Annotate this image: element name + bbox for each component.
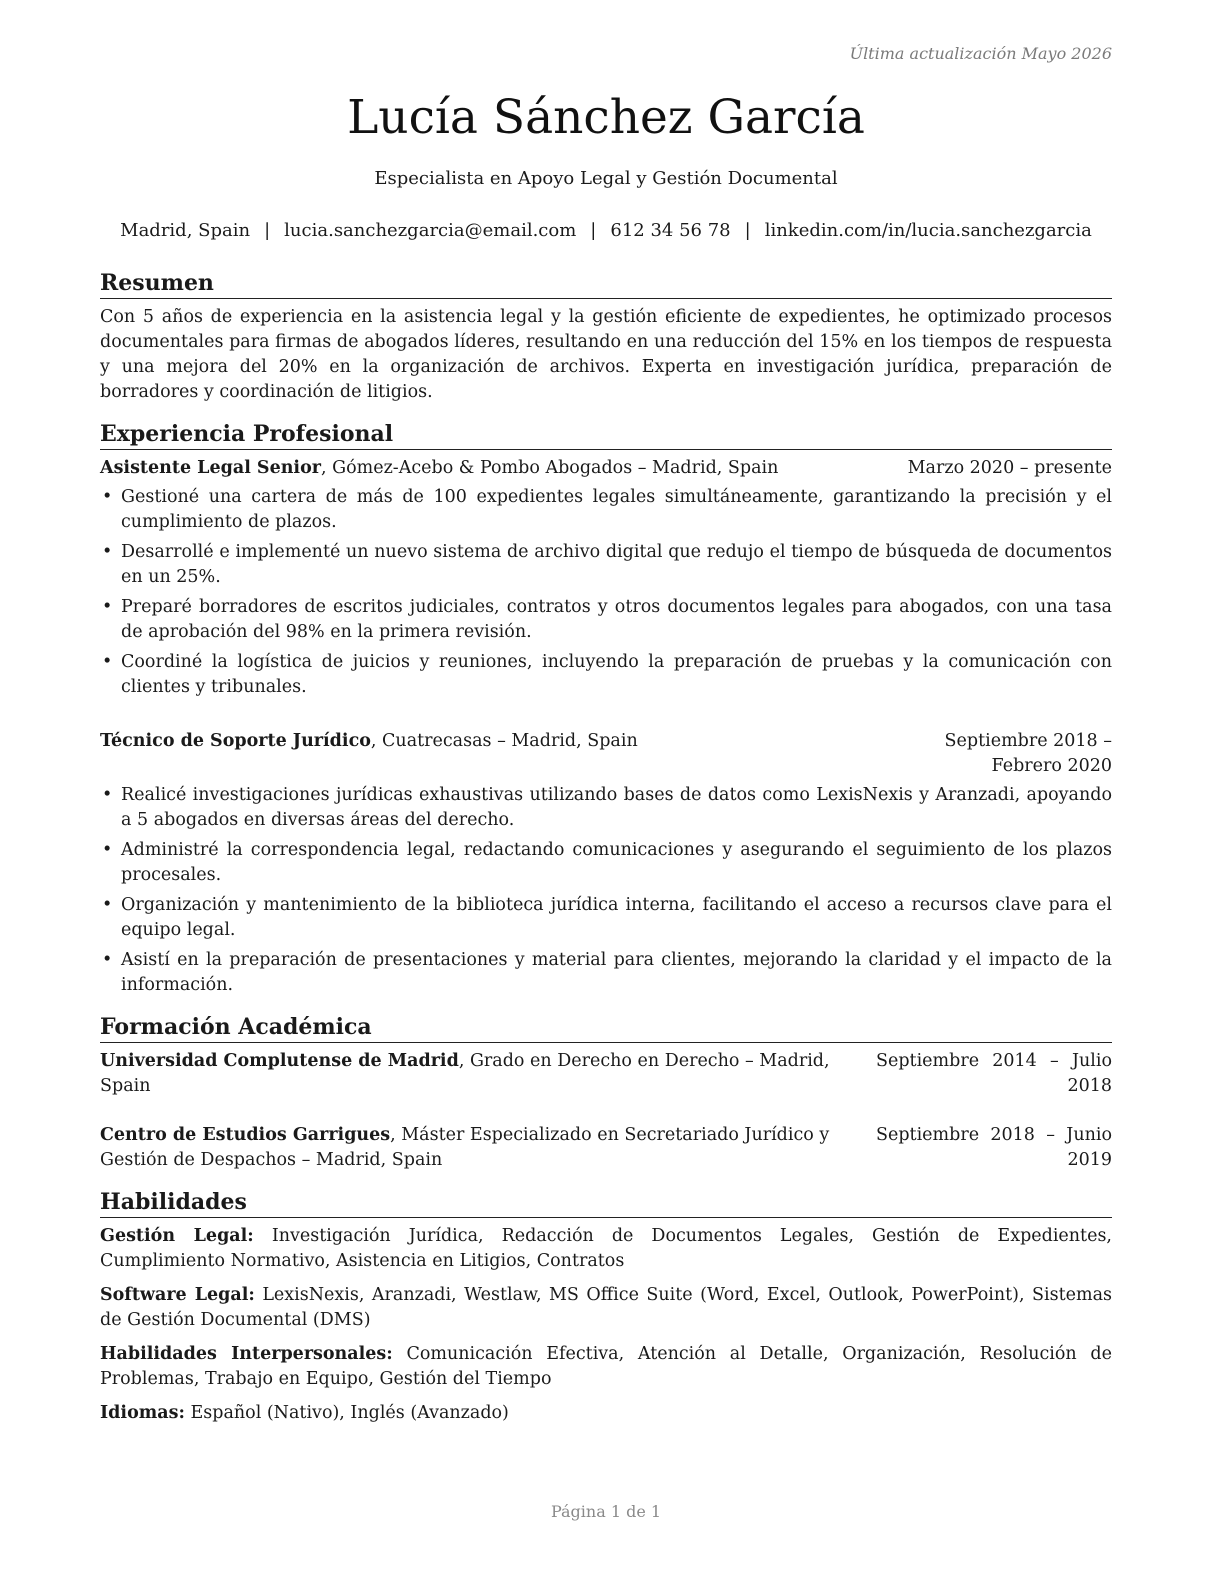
section-title-skills: Habilidades [100, 1187, 1112, 1218]
section-title-education: Formación Académica [100, 1012, 1112, 1043]
skill-row [100, 1224, 1112, 1274]
last-updated: Última actualización Mayo 2026 [849, 44, 1112, 63]
job-bullet: • Administré la correspondencia legal, redactando comunicaciones y asegurando el seguimiento de los plazos procesales. [100, 838, 1112, 888]
education-degree: , Máster Especializado en Secretariado Jurídico y Gestión de Despachos – Madrid, Spain [100, 1125, 830, 1170]
education-entry [100, 1123, 1112, 1173]
skill-label: Habilidades Interpersonales: [100, 1344, 393, 1364]
section-title-experience: Experiencia Profesional [100, 419, 1112, 450]
job-entry [100, 456, 1112, 700]
job-bullet: • Preparé borradores de escritos judiciales, contratos y otros documentos legales para abogados, con una tasa de aprobación del 98% en la primera revisión. [100, 595, 1112, 645]
summary-text: Con 5 años de experiencia en la asistencia legal y la gestión eficiente de expedientes, he optimizado procesos documentales para firmas de abogados líderes, resultando en una reducción del 15% en los tiempos de respuesta y una mejora del 20% en la organización de archivos. Experta en investigación jurídica, preparación de borradores y coordinación de litigios. [100, 307, 1112, 402]
skill-row [100, 1283, 1112, 1333]
resume-page [100, 0, 1112, 1584]
resume-content [100, 268, 1112, 1440]
job-bullets [100, 485, 1112, 700]
job-role: Técnico de Soporte Jurídico [100, 731, 371, 751]
education-school: Universidad Complutense de Madrid [100, 1051, 459, 1071]
job-role: Asistente Legal Senior [100, 458, 321, 478]
job-bullet: • Organización y mantenimiento de la biblioteca jurídica interna, facilitando el acceso a recursos clave para el equipo legal. [100, 893, 1112, 943]
job-entry [100, 729, 1112, 998]
skill-label: Idiomas: [100, 1403, 185, 1423]
contact-phone: 612 34 56 78 [610, 220, 731, 241]
skill-value: LexisNexis, Aranzadi, Westlaw, MS Office Suite (Word, Excel, Outlook, PowerPoint), Sistemas de Gestión Documental (DMS) [100, 1285, 1112, 1330]
contact-linkedin[interactable]: linkedin.com/in/lucia.sanchezgarcia [764, 220, 1092, 241]
education-header [100, 1123, 1112, 1173]
education-school: Centro de Estudios Garrigues [100, 1125, 391, 1145]
job-bullet: • Gestioné una cartera de más de 100 expedientes legales simultáneamente, garantizando la precisión y el cumplimiento de plazos. [100, 485, 1112, 535]
skill-label: Software Legal: [100, 1285, 255, 1305]
section-title-summary: Resumen [100, 268, 1112, 299]
contact-separator: | [264, 220, 271, 241]
skill-value: Investigación Jurídica, Redacción de Documentos Legales, Gestión de Expedientes, Cumplimiento Normativo, Asistencia en Litigios, Contratos [100, 1226, 1112, 1271]
experience-section [100, 419, 1112, 998]
job-bullet: • Realicé investigaciones jurídicas exhaustivas utilizando bases de datos como LexisNexis y Aranzadi, apoyando a 5 abogados en diversas áreas del derecho. [100, 783, 1112, 833]
contact-location: Madrid, Spain [120, 220, 251, 241]
contact-line [100, 220, 1112, 241]
job-bullet: • Desarrollé e implementé un nuevo sistema de archivo digital que redujo el tiempo de búsqueda de documentos en un 25%. [100, 540, 1112, 590]
skill-row [100, 1401, 1112, 1426]
contact-separator: | [590, 220, 597, 241]
skill-row [100, 1342, 1112, 1392]
job-bullet: • Asistí en la preparación de presentaciones y material para clientes, mejorando la claridad y el impacto de la información. [100, 948, 1112, 998]
job-bullet: • Coordiné la logística de juicios y reuniones, incluyendo la preparación de pruebas y la comunicación con clientes y tribunales. [100, 650, 1112, 700]
skill-value: Español (Nativo), Inglés (Avanzado) [190, 1403, 509, 1423]
job-header [100, 456, 1112, 481]
job-header [100, 729, 1112, 779]
job-dates: Septiembre 2018 – Febrero 2020 [944, 731, 1112, 776]
job-org: , Cuatrecasas – Madrid, Spain [370, 731, 638, 751]
education-dates: Septiembre 2018 – Junio 2019 [876, 1125, 1112, 1170]
contact-separator: | [744, 220, 751, 241]
skills-section [100, 1187, 1112, 1426]
education-degree: , Grado en Derecho en Derecho – Madrid, Spain [100, 1051, 830, 1096]
skill-label: Gestión Legal: [100, 1226, 254, 1246]
summary-section [100, 268, 1112, 405]
education-dates: Septiembre 2014 – Julio 2018 [876, 1051, 1112, 1096]
page-number: Página 1 de 1 [550, 1502, 662, 1521]
contact-email[interactable]: lucia.sanchezgarcia@email.com [284, 220, 577, 241]
job-dates: Marzo 2020 – presente [907, 458, 1112, 478]
candidate-headline: Especialista en Apoyo Legal y Gestión Documental [374, 168, 838, 189]
skill-value: Comunicación Efectiva, Atención al Detalle, Organización, Resolución de Problemas, Trabajo en Equipo, Gestión del Tiempo [100, 1344, 1112, 1389]
education-entry [100, 1049, 1112, 1099]
job-org: , Gómez-Acebo & Pombo Abogados – Madrid, Spain [320, 458, 779, 478]
job-bullets [100, 783, 1112, 998]
education-section [100, 1012, 1112, 1173]
education-header [100, 1049, 1112, 1099]
candidate-name: Lucía Sánchez García [347, 90, 865, 145]
